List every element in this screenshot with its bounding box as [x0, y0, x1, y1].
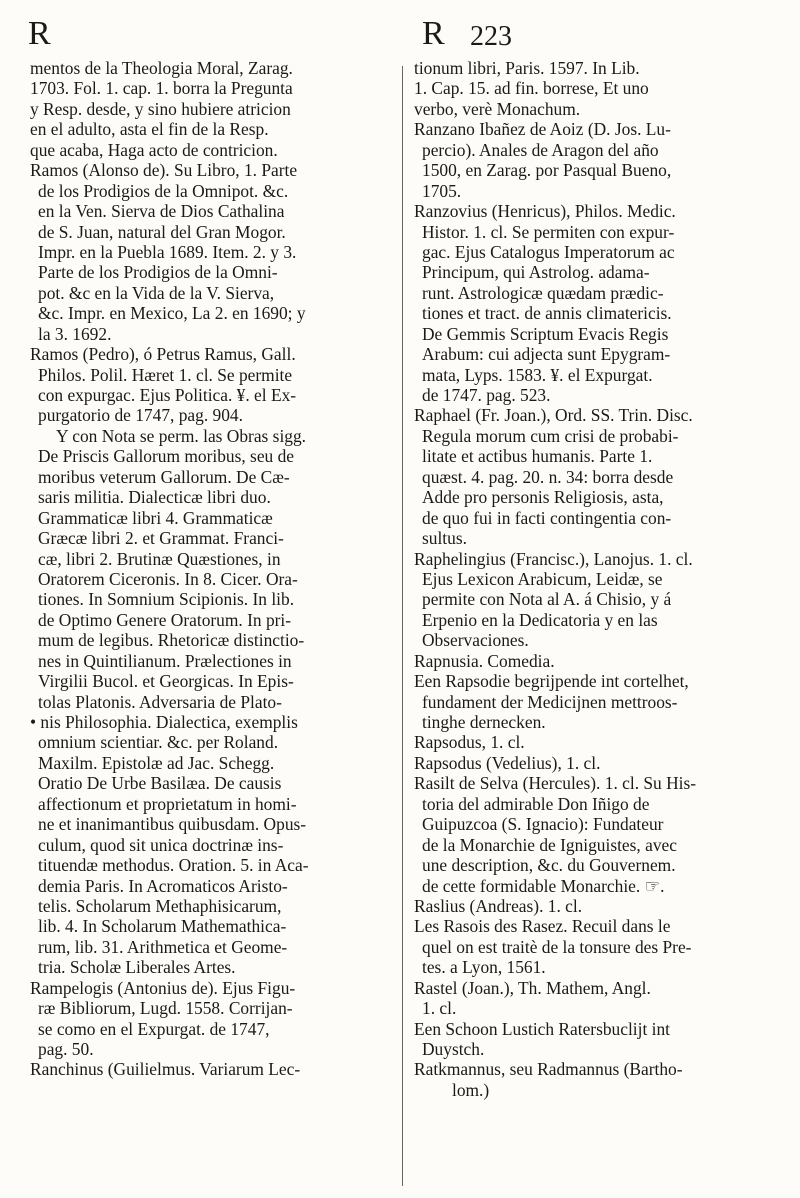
text-line: Ranzovius (Henricus), Philos. Medic. — [414, 201, 676, 222]
text-line: de cette formidable Monarchie. ☞. — [422, 875, 665, 896]
text-line: se como en el Expurgat. de 1747, — [38, 1018, 270, 1039]
text-line: tolas Platonis. Adversaria de Plato- — [38, 691, 282, 712]
text-line: toria del admirable Don Iñigo de — [422, 793, 650, 814]
text-line: Ranzano Ibañez de Aoiz (D. Jos. Lu- — [414, 119, 671, 140]
text-line: De Gemmis Scriptum Evacis Regis — [422, 323, 669, 344]
text-line: tria. Scholæ Liberales Artes. — [38, 957, 236, 978]
text-line: mata, Lyps. 1583. ¥. el Expurgat. — [422, 364, 653, 385]
text-line: Een Schoon Lustich Ratersbuclijt int — [414, 1018, 670, 1039]
text-line: verbo, verè Monachum. — [414, 98, 581, 119]
text-line: Ranchinus (Guilielmus. Variarum Lec- — [30, 1059, 301, 1080]
text-line: Les Rasois des Rasez. Recuil dans le — [414, 916, 671, 937]
text-line: lom.) — [452, 1079, 490, 1100]
text-line: pag. 50. — [38, 1039, 94, 1059]
text-line: affectionum et proprietatum in homi- — [38, 793, 297, 814]
text-line: mum de legibus. Rhetoricæ distinctio- — [38, 630, 305, 651]
text-line: de los Prodigios de la Omnipot. &c. — [38, 180, 289, 201]
text-line: runt. Astrologicæ quædam prædic- — [422, 282, 664, 303]
text-line: Guipuzcoa (S. Ignacio): Fundateur — [422, 814, 664, 835]
text-line: 1703. Fol. 1. cap. 1. borra la Pregunta — [30, 78, 293, 99]
text-line: de quo fui in facti contingentia con- — [422, 507, 672, 528]
text-line: Parte de los Prodigios de la Omni- — [38, 262, 278, 283]
text-line: purgatorio de 1747, pag. 904. — [38, 405, 243, 426]
text-line: nes in Quintilianum. Prælectiones in — [38, 650, 292, 671]
text-line: Rampelogis (Antonius de). Ejus Figu- — [30, 977, 296, 998]
text-line: Ratkmannus, seu Radmannus (Bartho- — [414, 1059, 683, 1080]
text-line: y Resp. desde, y sino hubiere atricion — [30, 98, 291, 119]
text-line: Maxilm. Epistolæ ad Jac. Schegg. — [38, 752, 275, 773]
text-line: Græcæ libri 2. et Grammat. Franci- — [38, 528, 284, 549]
text-line: Observaciones. — [422, 630, 529, 651]
text-line: &c. Impr. en Mexico, La 2. en 1690; y — [38, 303, 306, 324]
text-line: lib. 4. In Scholarum Mathemathica- — [38, 916, 287, 937]
text-line: Rastel (Joan.), Th. Mathem, Angl. — [414, 977, 651, 998]
text-line: Rapsodus, 1. cl. — [414, 732, 525, 753]
text-line: Virgilii Bucol. et Georgicas. In Epis- — [38, 671, 294, 692]
text-line: Ramos (Pedro), ó Petrus Ramus, Gall. — [30, 344, 296, 365]
text-line: Erpenio en la Dedicatoria y en las — [422, 609, 658, 630]
text-line: Impr. en la Puebla 1689. Item. 2. y 3. — [38, 241, 297, 262]
text-line: tiones et tract. de annis climatericis. — [422, 303, 672, 324]
text-line: permite con Nota al A. á Chisio, y á — [422, 589, 672, 610]
text-line: ræ Bibliorum, Lugd. 1558. Corrijan- — [38, 998, 293, 1019]
text-line: con expurgac. Ejus Politica. ¥. el Ex- — [38, 385, 297, 405]
text-line: pot. &c en la Vida de la V. Sierva, — [38, 282, 275, 303]
text-line: la 3. 1692. — [38, 323, 112, 344]
running-head — [0, 14, 800, 64]
left-column-letter: R — [28, 15, 51, 52]
right-column-letter: R — [422, 15, 445, 52]
text-line: Raslius (Andreas). 1. cl. — [414, 895, 583, 916]
text-line: de S. Juan, natural del Gran Mogor. — [38, 221, 286, 242]
text-line: gac. Ejus Catalogus Imperatorum ac — [422, 241, 675, 262]
text-line: sultus. — [422, 528, 467, 549]
text-line: omnium scientiar. &c. per Roland. — [38, 732, 279, 753]
text-line: de 1747. pag. 523. — [422, 385, 551, 405]
text-line: Rapsodus (Vedelius), 1. cl. — [414, 752, 601, 773]
text-line: Oratio De Urbe Basilæa. De causis — [38, 773, 282, 794]
text-line: litate et actibus humanis. Parte 1. — [422, 446, 653, 467]
text-line: Rapnusia. Comedia. — [414, 650, 555, 671]
text-line: saris militia. Dialecticæ libri duo. — [38, 487, 271, 508]
text-line: 1. Cap. 15. ad fin. borrese, Et uno — [414, 78, 649, 99]
text-line: de la Monarchie de Igniguistes, avec — [422, 834, 677, 855]
text-line: en el adulto, asta el fin de la Resp. — [30, 119, 269, 140]
text-line: fundament der Medicijnen mettroos- — [422, 691, 678, 712]
text-line: Ejus Lexicon Arabicum, Leidæ, se — [422, 568, 663, 589]
text-line: Raphael (Fr. Joan.), Ord. SS. Trin. Disc. — [414, 405, 693, 426]
text-line: en la Ven. Sierva de Dios Cathalina — [38, 201, 285, 222]
text-line: de Optimo Genere Oratorum. In pri- — [38, 609, 292, 630]
text-line: Y con Nota se perm. las Obras sigg. — [56, 425, 307, 446]
text-line: tionum libri, Paris. 1597. In Lib. — [414, 58, 640, 78]
text-line: Een Rapsodie begrijpende int cortelhet, — [414, 671, 689, 692]
text-line: une description, &c. du Gouvernem. — [422, 855, 676, 876]
right-column — [414, 58, 774, 1100]
text-line: Rasilt de Selva (Hercules). 1. cl. Su His- — [414, 773, 697, 794]
text-line: Grammaticæ libri 4. Grammaticæ — [38, 507, 273, 528]
text-line: 1. cl. — [422, 998, 457, 1019]
text-line: tituendæ methodus. Oration. 5. in Aca- — [38, 855, 309, 876]
text-line: quæst. 4. pag. 20. n. 34: borra desde — [422, 466, 674, 487]
text-line: rum, lib. 31. Arithmetica et Geome- — [38, 936, 288, 957]
text-line: cæ, libri 2. Brutinæ Quæstiones, in — [38, 548, 281, 569]
page-number: 223 — [470, 21, 512, 52]
text-line: Duystch. — [422, 1039, 485, 1059]
text-line: mentos de la Theologia Moral, Zarag. — [30, 58, 293, 78]
text-line: Oratorem Ciceronis. In 8. Cicer. Ora- — [38, 568, 298, 589]
text-line: Ramos (Alonso de). Su Libro, 1. Parte — [30, 160, 298, 181]
left-column — [30, 58, 392, 1080]
column-divider — [402, 66, 403, 1186]
text-line: tes. a Lyon, 1561. — [422, 957, 546, 978]
text-line: quel on est traitè de la tonsure des Pre- — [422, 936, 692, 957]
text-line: percio). Anales de Aragon del año — [422, 139, 659, 160]
text-line: Adde pro personis Religiosis, asta, — [422, 487, 664, 508]
text-line: Arabum: cui adjecta sunt Epygram- — [422, 344, 671, 365]
text-line: telis. Scholarum Methaphisicarum, — [38, 895, 282, 916]
text-line: tinghe dernecken. — [422, 712, 546, 732]
text-line: Regula morum cum crisi de probabi- — [422, 425, 679, 446]
text-line: tiones. In Somnium Scipionis. In lib. — [38, 589, 295, 610]
text-line: que acaba, Haga acto de contricion. — [30, 139, 278, 160]
text-line: Histor. 1. cl. Se permiten con expur- — [422, 221, 675, 242]
text-line: Principum, qui Astrolog. adama- — [422, 262, 650, 283]
text-line: ne et inanimantibus quibusdam. Opus- — [38, 814, 307, 835]
text-line: Raphelingius (Francisc.), Lanojus. 1. cl. — [414, 548, 693, 569]
text-line: demia Paris. In Acromaticos Aristo- — [38, 875, 288, 896]
text-line: De Priscis Gallorum moribus, seu de — [38, 446, 294, 467]
text-line: culum, quod sit unica doctrinæ ins- — [38, 834, 284, 855]
text-line: Philos. Polil. Hæret 1. cl. Se permite — [38, 364, 293, 385]
text-line: • nis Philosophia. Dialectica, exemplis — [30, 712, 298, 732]
text-line: 1705. — [422, 180, 462, 201]
text-line: moribus veterum Gallorum. De Cæ- — [38, 466, 290, 487]
text-line: 1500, en Zarag. por Pasqual Bueno, — [422, 160, 672, 181]
